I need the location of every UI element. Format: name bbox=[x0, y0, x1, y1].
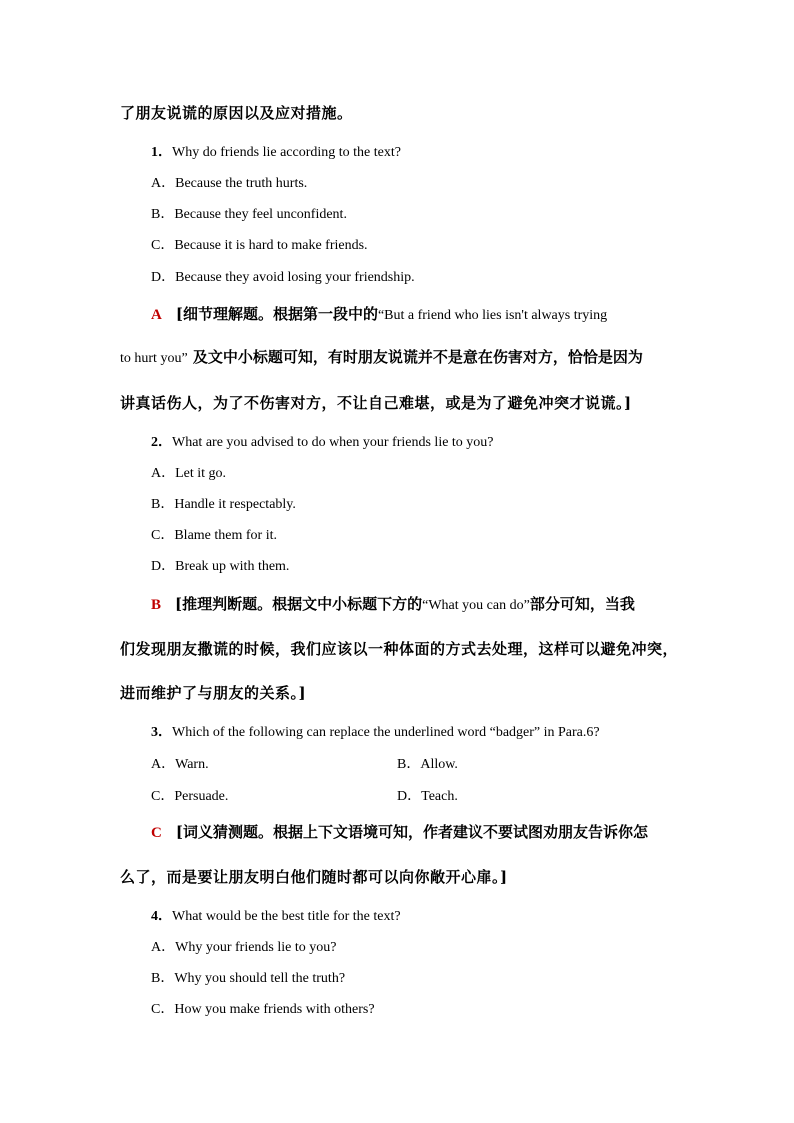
explanation-quote: “But a friend who lies isn't always trying bbox=[377, 308, 608, 323]
explanation-text: [细节理解题。根据第一段中的 bbox=[175, 305, 378, 323]
option-text: Break up with them. bbox=[175, 559, 290, 574]
option-letter: A． bbox=[151, 757, 176, 772]
q2-option-b bbox=[151, 495, 296, 515]
question-1 bbox=[151, 143, 401, 163]
option-text: Why your friends lie to you? bbox=[175, 940, 337, 955]
option-letter: A． bbox=[151, 466, 176, 481]
option-text: Handle it respectably. bbox=[174, 497, 296, 512]
question-stem: Why do friends lie according to the text? bbox=[172, 145, 401, 160]
q2-explanation-line-2: 们发现朋友撒谎的时候，我们应该以一种体面的方式去处理，这样可以避免冲突， bbox=[120, 640, 679, 658]
q3-option-a bbox=[151, 755, 209, 775]
q1-explanation-line-3: 讲真话伤人，为了不伤害对方，不让自己难堪，或是为了避免冲突才说谎。] bbox=[120, 394, 632, 412]
explanation-text: [推理判断题。根据文中小标题下方的 bbox=[175, 595, 423, 613]
question-2 bbox=[151, 433, 494, 453]
q1-option-a bbox=[151, 174, 307, 194]
question-number: 3． bbox=[151, 725, 172, 740]
q4-option-a bbox=[151, 938, 336, 958]
question-4 bbox=[151, 907, 401, 927]
q1-explanation-line-1 bbox=[151, 304, 607, 326]
option-text: Because they avoid losing your friendship. bbox=[175, 270, 415, 285]
option-letter: B． bbox=[151, 207, 175, 222]
q4-option-b bbox=[151, 969, 345, 989]
q2-option-d bbox=[151, 557, 289, 577]
question-number: 2． bbox=[151, 435, 172, 450]
option-letter: C． bbox=[151, 1002, 175, 1017]
q2-explanation-line-3: 进而维护了与朋友的关系。] bbox=[120, 684, 307, 702]
option-letter: D． bbox=[151, 270, 176, 285]
option-letter: A． bbox=[151, 940, 176, 955]
q4-option-c bbox=[151, 1000, 375, 1020]
question-3 bbox=[151, 723, 600, 743]
question-number: 4． bbox=[151, 909, 172, 924]
question-stem: What are you advised to do when your friends lie to you? bbox=[172, 435, 494, 450]
option-letter: A． bbox=[151, 176, 176, 191]
question-stem: Which of the following can replace the underlined word “badger” in Para.6? bbox=[172, 725, 600, 740]
option-text: Because the truth hurts. bbox=[175, 176, 308, 191]
q1-option-d bbox=[151, 268, 415, 288]
explanation-text: [词义猜测题。根据上下文语境可知，作者建议不要试图劝朋友告诉你怎 bbox=[175, 823, 648, 841]
option-text: Because they feel unconfident. bbox=[174, 207, 347, 222]
explanation-quote: to hurt you” bbox=[120, 351, 188, 366]
q3-option-d bbox=[397, 787, 458, 807]
q1-explanation-line-2 bbox=[120, 347, 643, 369]
option-text: How you make friends with others? bbox=[174, 1002, 375, 1017]
option-text: Let it go. bbox=[175, 466, 227, 481]
answer-letter: A bbox=[151, 307, 162, 323]
option-text: Warn. bbox=[175, 757, 209, 772]
option-letter: B． bbox=[397, 757, 421, 772]
q3-explanation-line-1 bbox=[151, 822, 648, 844]
option-text: Blame them for it. bbox=[174, 528, 277, 543]
q2-option-a bbox=[151, 464, 226, 484]
q2-explanation-line-1 bbox=[151, 594, 635, 616]
q1-option-c bbox=[151, 236, 368, 256]
explanation-text: 部分可知，当我 bbox=[529, 595, 635, 613]
explanation-text: 及文中小标题可知，有时朋友说谎并不是意在伤害对方，恰恰是因为 bbox=[187, 348, 643, 366]
q1-option-b bbox=[151, 205, 347, 225]
option-letter: B． bbox=[151, 971, 175, 986]
option-text: Allow. bbox=[420, 757, 458, 772]
intro-text: 了朋友说谎的原因以及应对措施。 bbox=[120, 104, 353, 122]
question-number: 1． bbox=[151, 145, 172, 160]
option-letter: B． bbox=[151, 497, 175, 512]
option-text: Teach. bbox=[421, 789, 458, 804]
q3-option-b bbox=[397, 755, 458, 775]
option-text: Because it is hard to make friends. bbox=[174, 238, 368, 253]
option-letter: D． bbox=[397, 789, 422, 804]
q3-option-c bbox=[151, 787, 228, 807]
answer-letter: B bbox=[151, 597, 162, 613]
option-letter: C． bbox=[151, 528, 175, 543]
answer-letter: C bbox=[151, 825, 162, 841]
q2-option-c bbox=[151, 526, 277, 546]
option-letter: C． bbox=[151, 238, 175, 253]
q3-explanation-line-2: 么了，而是要让朋友明白他们随时都可以向你敞开心扉。] bbox=[120, 868, 508, 886]
explanation-quote: “What you can do” bbox=[422, 598, 530, 613]
question-stem: What would be the best title for the text? bbox=[172, 909, 401, 924]
option-letter: D． bbox=[151, 559, 176, 574]
option-letter: C． bbox=[151, 789, 175, 804]
option-text: Persuade. bbox=[174, 789, 229, 804]
option-text: Why you should tell the truth? bbox=[174, 971, 346, 986]
